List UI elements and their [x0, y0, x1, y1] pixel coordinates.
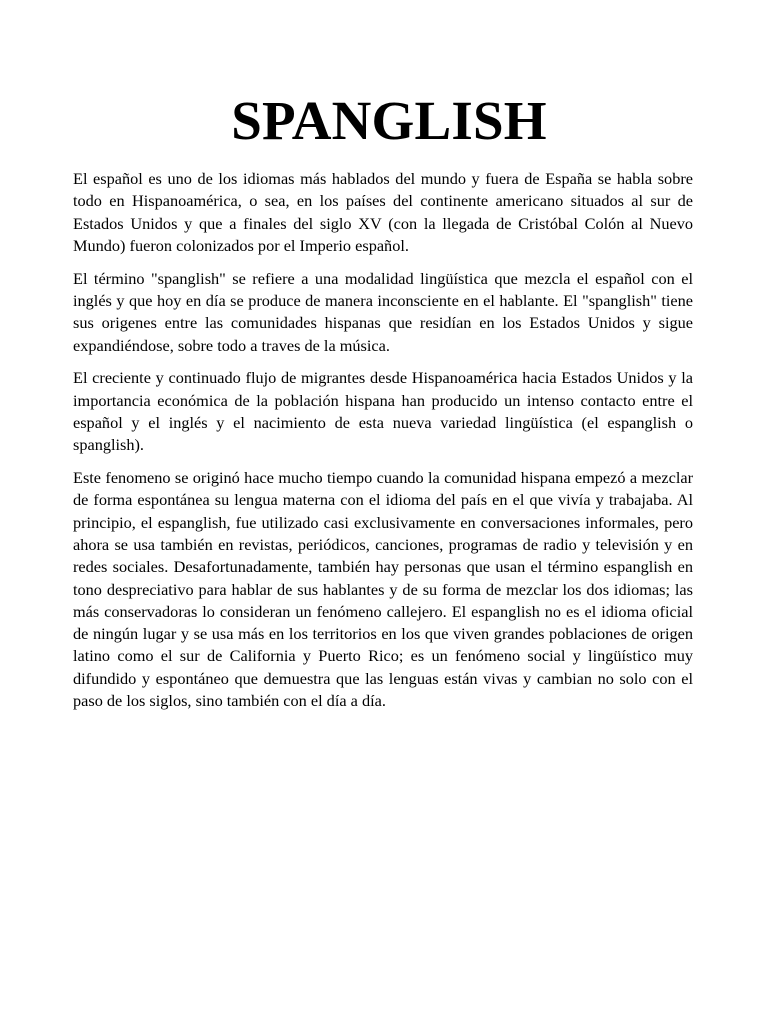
document-title: SPANGLISH	[231, 90, 547, 151]
paragraph-3: El creciente y continuado flujo de migrantes desde Hispanoamérica hacia Estados Unidos y la importancia económica de la población hispana han producido un intenso contacto entre el español y el inglés y el nacimiento de esta nueva variedad lingüística (el espanglish o spanglish).	[73, 368, 693, 455]
paragraph-4: Este fenomeno se originó hace mucho tiempo cuando la comunidad hispana empezó a mezclar de forma espontánea su lengua materna con el idioma del país en el que vivía y trabajaba. Al principio, el espanglish, fue utilizado casi exclusivamente en conversaciones informales, pero ahora se usa también en revistas, periódicos, canciones, programas de radio y televisión y en redes sociales. Desafortunadamente, también hay personas que usan el término espanglish en tono despreciativo para hablar de sus hablantes y de su forma de mezclar los dos idiomas; las más conservadoras lo consideran un fenómeno callejero. El espanglish no es el idioma oficial de ningún lugar y se usa más en los territorios en los que viven grandes poblaciones de origen latino como el sur de California y Puerto Rico; es un fenómeno social y lingüístico muy difundido y espontáneo que demuestra que las lenguas están vivas y cambian no solo con el paso de los siglos, sino también con el día a día.	[73, 468, 693, 711]
paragraph-2: El término "spanglish" se refiere a una modalidad lingüística que mezcla el español con el inglés y que hoy en día se produce de manera inconsciente en el hablante. El "spanglish" tiene sus origenes entre las comunidades hispanas que residían en los Estados Unidos y sigue expandiéndose, sobre todo a traves de la música.	[73, 268, 693, 355]
paragraph-1: El español es uno de los idiomas más hablados del mundo y fuera de España se habla sobre todo en Hispanoamérica, o sea, en los países del continente americano situados al sur de Estados Unidos y que a finales del siglo XV (con la llegada de Cristóbal Colón al Nuevo Mundo) fueron colonizados por el Imperio español.	[73, 169, 693, 255]
document-page	[73, 88, 693, 723]
